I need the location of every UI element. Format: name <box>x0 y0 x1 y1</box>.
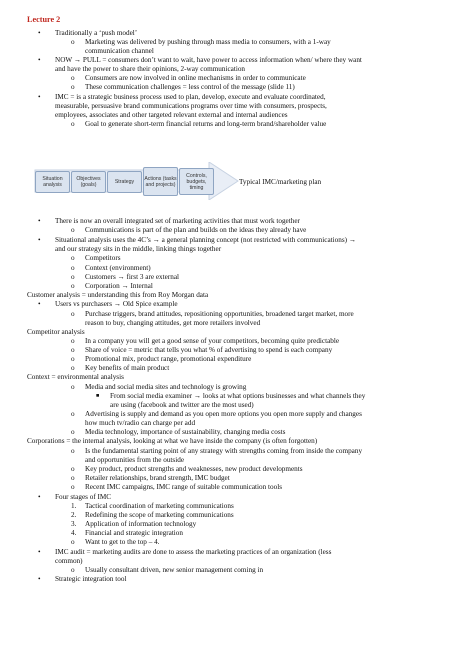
bullet: • <box>38 575 41 583</box>
text-line: Application of information technology <box>85 520 197 528</box>
bullet: o <box>71 465 75 473</box>
text-line: common) <box>55 557 83 565</box>
step-objectives: Objectives (goals) <box>71 171 106 193</box>
bullet: o <box>71 447 75 455</box>
text-line: and opportunities from the outside <box>85 456 185 464</box>
bullet: o <box>71 483 75 491</box>
text-line: Financial and strategic integration <box>85 529 183 537</box>
bullet: o <box>71 337 75 345</box>
text-line: Usually consultant driven, new senior management coming in <box>85 566 264 574</box>
text-line: Tactical coordination of marketing communications <box>85 502 234 510</box>
text-line: There is now an overall integrated set of marketing activities that must work together <box>55 217 300 225</box>
text-line: NOW → PULL = consumers don’t want to wait, have power to access information when/ where they want <box>55 56 362 64</box>
text-line: Recent IMC campaigns, IMC range of suitable communication tools <box>85 483 283 491</box>
text-line: Want to get to the top – 4. <box>85 538 160 546</box>
bullet: • <box>38 56 41 64</box>
text-line: Redefining the scope of marketing communications <box>85 511 234 519</box>
diagram-caption: Typical IMC/marketing plan <box>239 178 322 186</box>
text-line: Key benefits of main product <box>85 364 170 372</box>
bullet: o <box>71 38 75 46</box>
step-actions: Actions (tasks and projects) <box>143 167 178 196</box>
bullet: o <box>71 364 75 372</box>
bullet: • <box>38 300 41 308</box>
section-heading: Competitor analysis <box>27 328 85 336</box>
text-line: Is the fundamental starting point of any strategy with strengths coming from inside the company <box>85 447 363 455</box>
text-line: Users vs purchasers → Old Spice example <box>55 300 178 308</box>
text-line: Advertising is supply and demand as you open more options you open more supply and changes <box>85 410 362 418</box>
bullet: o <box>71 273 75 281</box>
text-line: employees, associates and other targeted relevant external and internal audiences <box>55 111 288 119</box>
bullet: o <box>71 410 75 418</box>
text-line: communication channel <box>85 47 154 55</box>
text-line: how much tv/radio can charge per add <box>85 419 196 427</box>
bullet: o <box>71 282 75 290</box>
step-situation-analysis: Situation analysis <box>35 171 70 193</box>
bullet: • <box>38 93 41 101</box>
text-line: Customers → first 3 are external <box>85 273 180 281</box>
text-line: Media and social media sites and technology is growing <box>85 383 247 391</box>
bullet: o <box>71 120 75 128</box>
bullet: • <box>38 493 41 501</box>
bullet: o <box>71 74 75 82</box>
text-line: and our strategy sits in the middle, linking things together <box>55 245 222 253</box>
section-heading: Customer analysis = understanding this from Roy Morgan data <box>27 291 209 299</box>
bullet: o <box>71 355 75 363</box>
list-number: 3. <box>71 520 77 528</box>
imc-plan-diagram <box>33 162 239 200</box>
section-heading: Context = environmental analysis <box>27 373 124 381</box>
text-line: Situational analysis uses the 4C’s → a general planning concept (not restricted with communications) → <box>55 236 357 244</box>
text-line: Four stages of IMC <box>55 493 112 501</box>
text-line: Promotional mix, product range, promotional expenditure <box>85 355 252 363</box>
text-line: IMC audit = marketing audits are done to assess the marketing practices of an organization (less <box>55 548 332 556</box>
bullet: ■ <box>96 393 100 399</box>
text-line: Retailer relationships, brand strength, IMC budget <box>85 474 230 482</box>
text-line: IMC = is a strategic business process used to plan, develop, execute and evaluate coordinated, <box>55 93 326 101</box>
text-line: are using (facebook and twitter are the most used) <box>110 401 254 409</box>
text-line: Media technology, importance of sustainability, changing media costs <box>85 428 286 436</box>
bullet: • <box>38 217 41 225</box>
text-line: Share of voice = metric that tells you what % of advertising to spend is each company <box>85 346 333 354</box>
text-line: Goal to generate short-term financial returns and long-term brand/shareholder value <box>85 120 327 128</box>
bullet: • <box>38 29 41 37</box>
text-line: Consumers are now involved in online mechanisms in order to communicate <box>85 74 306 82</box>
text-line: Strategic integration tool <box>55 575 127 583</box>
text-line: measurable, persuasive brand communications programs over time with consumers, prospects, <box>55 102 327 110</box>
text-line: Key product, product strengths and weaknesses, new product developments <box>85 465 303 473</box>
text-line: From social media examiner → looks at what options businesses and what channels they <box>110 392 366 400</box>
bullet: o <box>71 538 75 546</box>
text-line: Corporation → Internal <box>85 282 153 290</box>
page-title: Lecture 2 <box>27 15 61 24</box>
list-number: 4. <box>71 529 77 537</box>
text-line: Communications is part of the plan and builds on the ideas they already have <box>85 226 307 234</box>
bullet: • <box>38 236 41 244</box>
bullet: o <box>71 346 75 354</box>
bullet: o <box>71 264 75 272</box>
text-line: Competitors <box>85 254 121 262</box>
step-strategy: Strategy <box>107 171 142 193</box>
text-line: These communication challenges = less control of the message (slide 11) <box>85 83 295 91</box>
list-number: 1. <box>71 502 77 510</box>
list-number: 2. <box>71 511 77 519</box>
bullet: o <box>71 474 75 482</box>
bullet: o <box>71 383 75 391</box>
text-line: Marketing was delivered by pushing through mass media to consumers, with a 1-way <box>85 38 331 46</box>
bullet: • <box>38 548 41 556</box>
step-controls: Controls, budgets, timing <box>179 168 214 195</box>
bullet: o <box>71 566 75 574</box>
bullet: o <box>71 83 75 91</box>
bullet: o <box>71 310 75 318</box>
text-line: In a company you will get a good sense of your competitors, becoming quite predictable <box>85 337 340 345</box>
text-line: reason to buy, changing attitudes, get more retailers involved <box>85 319 261 327</box>
bullet: o <box>71 226 75 234</box>
bullet: o <box>71 254 75 262</box>
section-heading: Corporations = the internal analysis, looking at what we have inside the company (is often forgotten) <box>27 437 318 445</box>
bullet: o <box>71 428 75 436</box>
text-line: and have the power to share their opinions, 2-way communication <box>55 65 246 73</box>
text-line: Context (environment) <box>85 264 151 272</box>
text-line: Purchase triggers, brand attitudes, repositioning opportunities, broadened target market, more <box>85 310 354 318</box>
text-line: Traditionally a ‘push model’ <box>55 29 138 37</box>
